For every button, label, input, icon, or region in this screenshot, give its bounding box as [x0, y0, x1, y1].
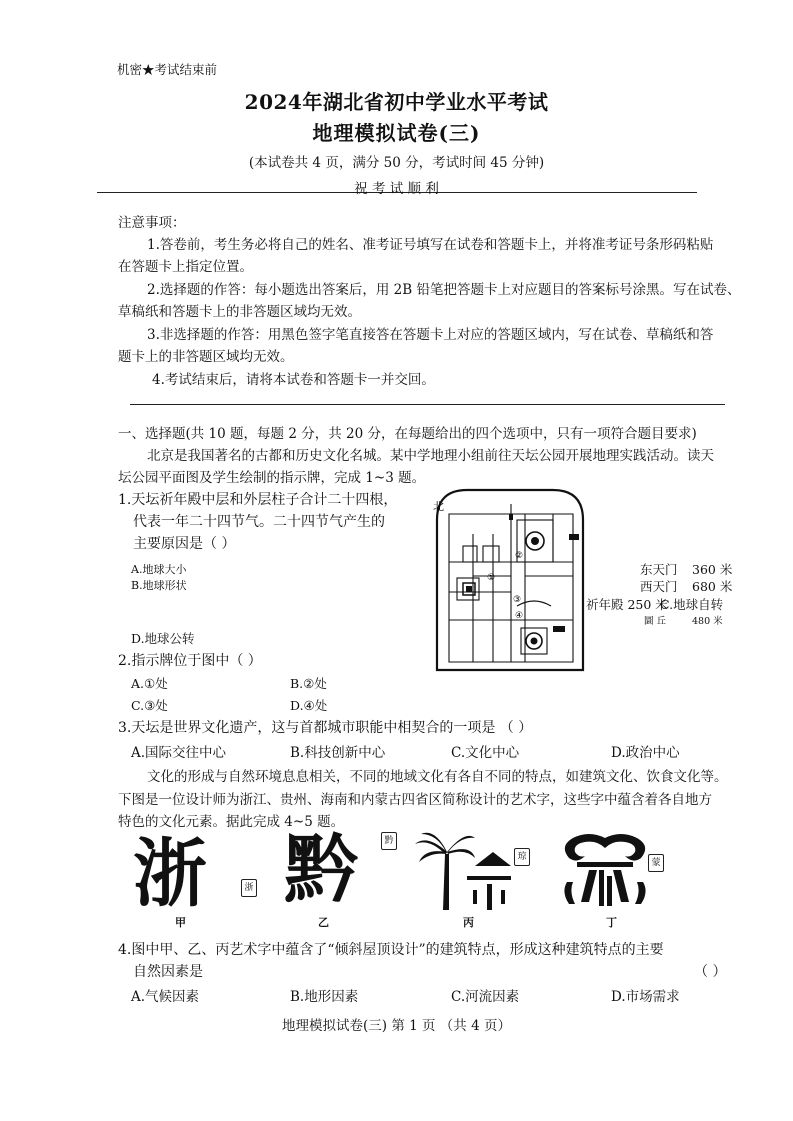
sign-row-4-dist: 480 米 [692, 616, 723, 627]
q2-option-d[interactable]: D.④处 [290, 698, 328, 713]
temple-of-heaven-map [413, 484, 596, 674]
intro-line-2: 坛公园平面图及学生绘制的指示牌，完成 1~3 题。 [118, 470, 426, 486]
sign-row-1-dist: 360 米 [692, 562, 733, 577]
art-label-jia: 甲 [175, 916, 186, 929]
notes-heading: 注意事项： [118, 215, 186, 231]
intro2-line-2: 下图是一位设计师为浙江、贵州、海南和内蒙古四省区简称设计的艺术字，这些字中蕴含着各自地方 [118, 792, 712, 808]
map-north-label: 北 [433, 500, 444, 513]
page-footer: 地理模拟试卷(三) 第 1 页 （共 4 页） [282, 1018, 511, 1034]
map-marker-3: ③ [513, 595, 522, 605]
intro-line-1: 北京是我国著名的古都和历史文化名城。某中学地理小组前往天坛公园开展地理实践活动。读天 [147, 448, 714, 464]
note-1-line-2: 在答题卡上指定位置。 [118, 259, 253, 275]
art-mongolian-pattern [559, 832, 651, 912]
intro2-line-3: 特色的文化元素。据此完成 4~5 题。 [118, 814, 345, 830]
art-stamp-4: 蒙 [648, 854, 664, 872]
section-heading: 一、选择题(共 10 题，每题 2 分，共 20 分，在每题给出的四个选项中，只有一项符合题目要求) [118, 426, 697, 442]
sign-row-2-name: 西天门 [640, 579, 678, 594]
q2-stem: 2.指示牌位于图中（ ） [118, 653, 262, 669]
confidential-label: 机密★考试结束前 [117, 62, 218, 77]
art-glyph-zhe: 浙 [133, 831, 207, 917]
note-3-line-1: 3.非选择题的作答：用黑色签字笔直接答在答题卡上对应的答题区域内，写在试卷、草稿纸和答 [147, 327, 714, 343]
exam-subtitle: 地理模拟试卷(三) [312, 121, 481, 145]
art-label-bing: 丙 [463, 916, 474, 929]
q1-option-a[interactable]: A.地球大小 [131, 563, 187, 576]
note-1-line-1: 1.答卷前，考生务必将自己的姓名、准考证号填写在试卷和答题卡上，并将准考证号条形码粘贴 [147, 237, 714, 253]
sign-row-2-dist: 680 米 [692, 579, 733, 594]
q3-option-d[interactable]: D.政治中心 [611, 745, 680, 761]
q1-line-2: 代表一年二十四节气。二十四节气产生的 [133, 514, 385, 530]
q4-option-c[interactable]: C.河流因素 [451, 989, 520, 1005]
art-label-ding: 丁 [606, 916, 617, 929]
q4-option-d[interactable]: D.市场需求 [611, 989, 680, 1005]
art-stamp-2: 黔 [381, 832, 397, 850]
wish-text: 祝 考 试 顺 利 [354, 181, 439, 197]
q4-option-b[interactable]: B.地形因素 [290, 989, 359, 1005]
note-3-line-2: 题卡上的非答题区域均无效。 [118, 349, 294, 365]
q2-option-c[interactable]: C.③处 [131, 698, 168, 713]
notes-divider [130, 404, 725, 405]
sign-row-3: 祈年殿 250 米 [586, 597, 668, 612]
q4-line-1: 4.图中甲、乙、丙艺术字中蕴含了“倾斜屋顶设计”的建筑特点，形成这种建筑特点的主要 [118, 942, 664, 958]
art-label-yi: 乙 [318, 916, 329, 929]
q4-option-a[interactable]: A.气候因素 [131, 989, 200, 1005]
q1-line-1: 1.天坛祈年殿中层和外层柱子合计二十四根， [118, 492, 398, 508]
q2-option-a[interactable]: A.①处 [131, 676, 168, 691]
q3-option-c[interactable]: C.文化中心 [451, 745, 520, 761]
q1-option-c[interactable]: C.地球自转 [660, 597, 724, 612]
intro2-line-1: 文化的形成与自然环境息息相关，不同的地域文化有各自不同的特点，如建筑文化、饮食文化等。 [147, 769, 728, 785]
exam-info: (本试卷共 4 页，满分 50 分，考试时间 45 分钟) [248, 155, 545, 171]
sign-row-4-name: 圜 丘 [644, 616, 667, 627]
map-marker-1: ① [487, 573, 496, 583]
q1-option-d[interactable]: D.地球公转 [131, 631, 195, 646]
q3-option-a[interactable]: A.国际交往中心 [131, 745, 227, 761]
q1-option-b[interactable]: B.地球形状 [131, 579, 187, 592]
q1-line-3: 主要原因是（ ） [133, 536, 236, 552]
q3-option-b[interactable]: B.科技创新中心 [290, 745, 386, 761]
sign-row-1-name: 东天门 [640, 562, 678, 577]
exam-title: 2024年湖北省初中学业水平考试 [244, 90, 549, 114]
art-palm-tree [415, 830, 515, 910]
art-stamp-3: 琼 [514, 848, 530, 866]
note-4: 4.考试结束后，请将本试卷和答题卡一并交回。 [152, 372, 435, 388]
art-stamp-1: 浙 [241, 879, 257, 897]
art-glyph-qian: 黔 [284, 827, 358, 913]
map-marker-4: ④ [515, 611, 524, 621]
q2-option-b[interactable]: B.②处 [290, 676, 327, 691]
q3-stem: 3.天坛是世界文化遗产，这与首都城市职能中相契合的一项是 （ ） [118, 720, 533, 736]
map-marker-2: ② [515, 551, 524, 561]
note-2-line-1: 2.选择题的作答：每小题选出答案后，用 2B 铅笔把答题卡上对应题目的答案标号涂黑。写在试卷、 [147, 282, 741, 298]
q4-line-2: 自然因素是 [133, 964, 203, 980]
q4-answer-bracket: （ ） [694, 964, 727, 980]
note-2-line-2: 草稿纸和答题卡上的非答题区域均无效。 [118, 304, 361, 320]
